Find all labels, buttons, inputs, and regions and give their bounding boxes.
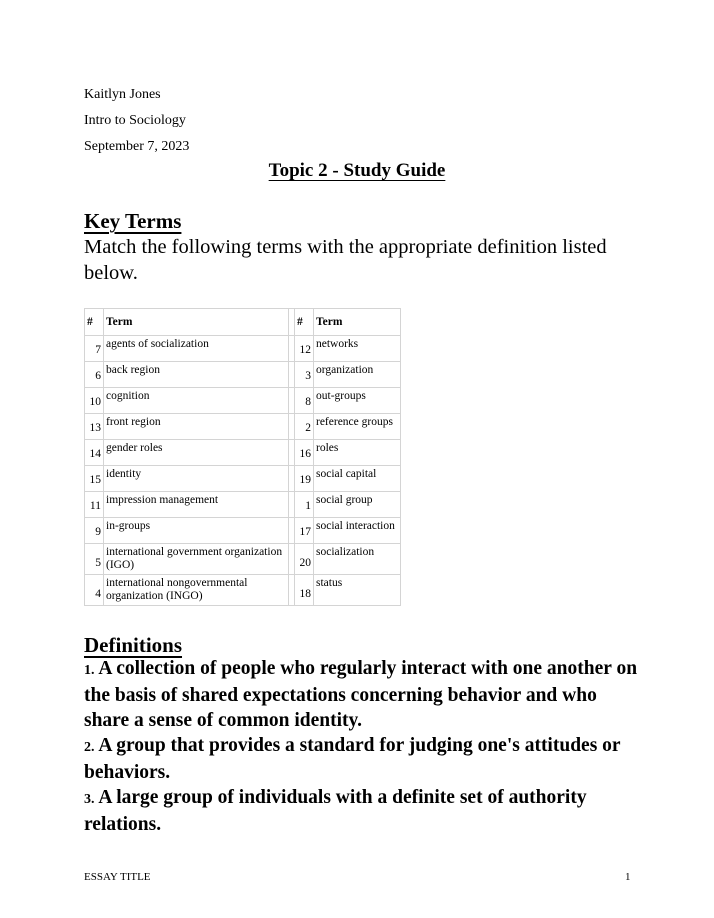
term-right: reference groups <box>314 414 401 440</box>
term-number-right: 1 <box>295 492 314 518</box>
term-left: impression management <box>104 492 289 518</box>
term-left: cognition <box>104 388 289 414</box>
term-number-right: 17 <box>295 518 314 544</box>
term-number-right: 16 <box>295 440 314 466</box>
key-terms-heading: Key Terms <box>84 209 182 233</box>
term-number-right: 2 <box>295 414 314 440</box>
table-row <box>85 492 401 518</box>
term-number-left: 10 <box>85 388 104 414</box>
term-left: identity <box>104 466 289 492</box>
definitions-heading: Definitions <box>84 633 183 657</box>
table-row <box>85 440 401 466</box>
key-terms-table <box>84 308 401 606</box>
page-number: 1 <box>625 871 631 883</box>
definition-number: 1. <box>84 663 95 678</box>
header-num-2: # <box>295 309 314 336</box>
definition-number: 2. <box>84 740 95 755</box>
term-number-right: 18 <box>295 575 314 606</box>
term-left: international government organization (IGO) <box>104 544 289 575</box>
definition-item <box>84 785 644 837</box>
header-term-1: Term <box>104 309 289 336</box>
table-row <box>85 544 401 575</box>
definition-text: A group that provides a standard for judging one's attitudes or behaviors. <box>84 735 621 783</box>
table-row <box>85 336 401 362</box>
term-number-left: 4 <box>85 575 104 606</box>
header-num-1: # <box>85 309 104 336</box>
definition-text: A large group of individuals with a definite set of authority relations. <box>84 787 587 835</box>
term-right: networks <box>314 336 401 362</box>
term-right: socialization <box>314 544 401 575</box>
document-date: September 7, 2023 <box>84 139 190 154</box>
term-number-right: 3 <box>295 362 314 388</box>
term-right: organization <box>314 362 401 388</box>
table-header-row <box>85 309 401 336</box>
term-number-right: 19 <box>295 466 314 492</box>
table-row <box>85 466 401 492</box>
page-title: Topic 2 - Study Guide <box>268 160 446 181</box>
term-number-left: 9 <box>85 518 104 544</box>
term-number-left: 13 <box>85 414 104 440</box>
definition-text: A collection of people who regularly interact with one another on the basis of shared expectations concerning behavior and who share a sense of common identity. <box>84 658 638 731</box>
term-right: social interaction <box>314 518 401 544</box>
term-left: agents of socialization <box>104 336 289 362</box>
term-left: gender roles <box>104 440 289 466</box>
definition-item <box>84 656 644 733</box>
term-left: international nongovernmental organization (INGO) <box>104 575 289 606</box>
term-number-left: 15 <box>85 466 104 492</box>
definition-number: 3. <box>84 792 95 807</box>
header-term-2: Term <box>314 309 401 336</box>
term-number-right: 20 <box>295 544 314 575</box>
term-number-left: 5 <box>85 544 104 575</box>
term-left: front region <box>104 414 289 440</box>
footer-title: ESSAY TITLE <box>84 871 151 883</box>
term-number-left: 7 <box>85 336 104 362</box>
term-right: status <box>314 575 401 606</box>
term-right: social group <box>314 492 401 518</box>
table-row <box>85 362 401 388</box>
definitions-list <box>84 656 644 837</box>
term-left: back region <box>104 362 289 388</box>
table-row <box>85 518 401 544</box>
term-right: roles <box>314 440 401 466</box>
table-row <box>85 575 401 606</box>
term-number-right: 12 <box>295 336 314 362</box>
key-terms-instructions: Match the following terms with the appropriate definition listed below. <box>84 236 607 284</box>
term-number-left: 6 <box>85 362 104 388</box>
table-row <box>85 414 401 440</box>
term-number-left: 14 <box>85 440 104 466</box>
table-row <box>85 388 401 414</box>
course-name: Intro to Sociology <box>84 113 186 128</box>
term-number-left: 11 <box>85 492 104 518</box>
term-right: out-groups <box>314 388 401 414</box>
author-name: Kaitlyn Jones <box>84 87 161 102</box>
term-right: social capital <box>314 466 401 492</box>
term-number-right: 8 <box>295 388 314 414</box>
definition-item <box>84 733 644 785</box>
term-left: in-groups <box>104 518 289 544</box>
